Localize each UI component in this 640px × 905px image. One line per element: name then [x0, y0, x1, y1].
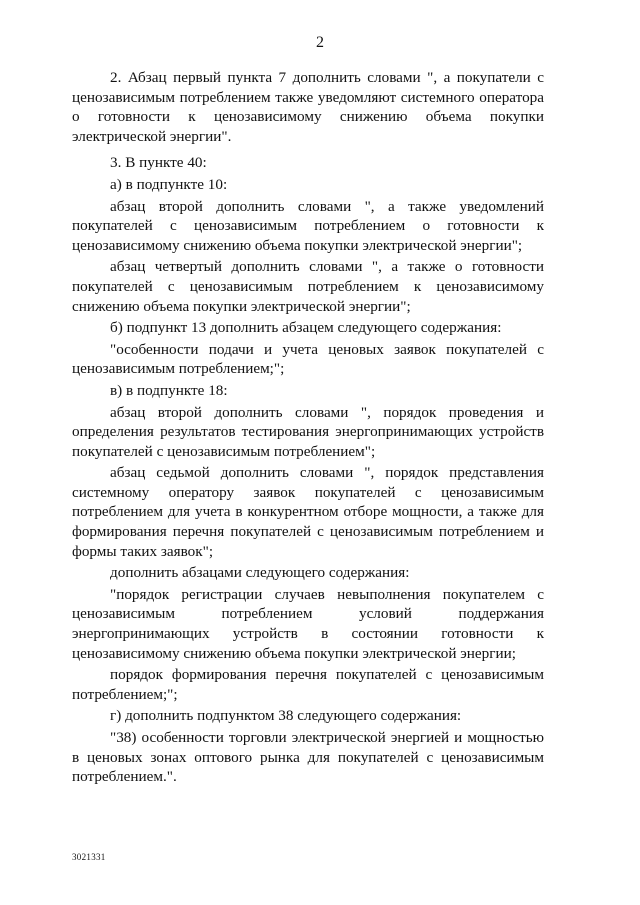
paragraph-item-3: 3. В пункте 40: — [110, 154, 207, 172]
quoted-list-order: порядок формирования перечня покупателей с ценозависимым потреблением;"; — [72, 666, 544, 703]
quoted-subitem-38: "38) особенности торговли электрической энергией и мощностью в ценовых зонах оптового рынка для покупателей с ценозависимым потреблением.". — [72, 729, 544, 786]
paragraph-item-2: 2. Абзац первый пункта 7 дополнить словами ", а покупатели с ценозависимым потреблением также уведомляют системного оператора о готовности к ценозависимому снижению объема покупки электрической энергии". — [72, 69, 544, 145]
subitem-a: а) в подпункте 10: — [110, 175, 228, 193]
document-code: 3021331 — [72, 852, 106, 862]
quoted-bid-features: "особенности подачи и учета ценовых заявок покупателей с ценозависимым потреблением;"; — [72, 340, 544, 378]
document-body — [72, 68, 544, 787]
add-paragraphs-intro: дополнить абзацами следующего содержания: — [110, 564, 410, 582]
subitem-b: б) подпункт 13 дополнить абзацем следующего содержания: — [110, 319, 502, 337]
paragraph-second-amendment: абзац второй дополнить словами ", а также уведомлений покупателей с ценозависимым потреблением о готовности к ценозависимому снижению объема покупки электрической энергии"; — [72, 197, 544, 254]
quoted-registration-order: "порядок регистрации случаев невыполнения покупателем с ценозависимым потреблением условий поддержания энергопринимающих устройств в состоянии готовности к ценозависимому снижению объема покупки электрической энергии; — [72, 585, 544, 662]
page-number: 2 — [316, 34, 324, 51]
subitem-g: г) дополнить подпунктом 38 следующего содержания: — [110, 707, 462, 725]
paragraph-seventh-amendment: абзац седьмой дополнить словами ", порядок представления системному оператору заявок покупателей с ценозависимым потреблением для учета в конкурентном отборе мощности, а также для формирования перечня покупателей с ценозависимым потреблением и формы таких заявок"; — [72, 464, 544, 560]
paragraph-second-testing: абзац второй дополнить словами ", порядок проведения и определения результатов тестирования энергопринимающих устройств покупателей с ценозависимым потреблением"; — [72, 403, 544, 460]
subitem-v: в) в подпункте 18: — [110, 381, 228, 399]
paragraph-fourth-amendment: абзац четвертый дополнить словами ", а также о готовности покупателей с ценозависимым потреблением к ценозависимому снижению объема покупки электрической энергии"; — [72, 258, 544, 315]
